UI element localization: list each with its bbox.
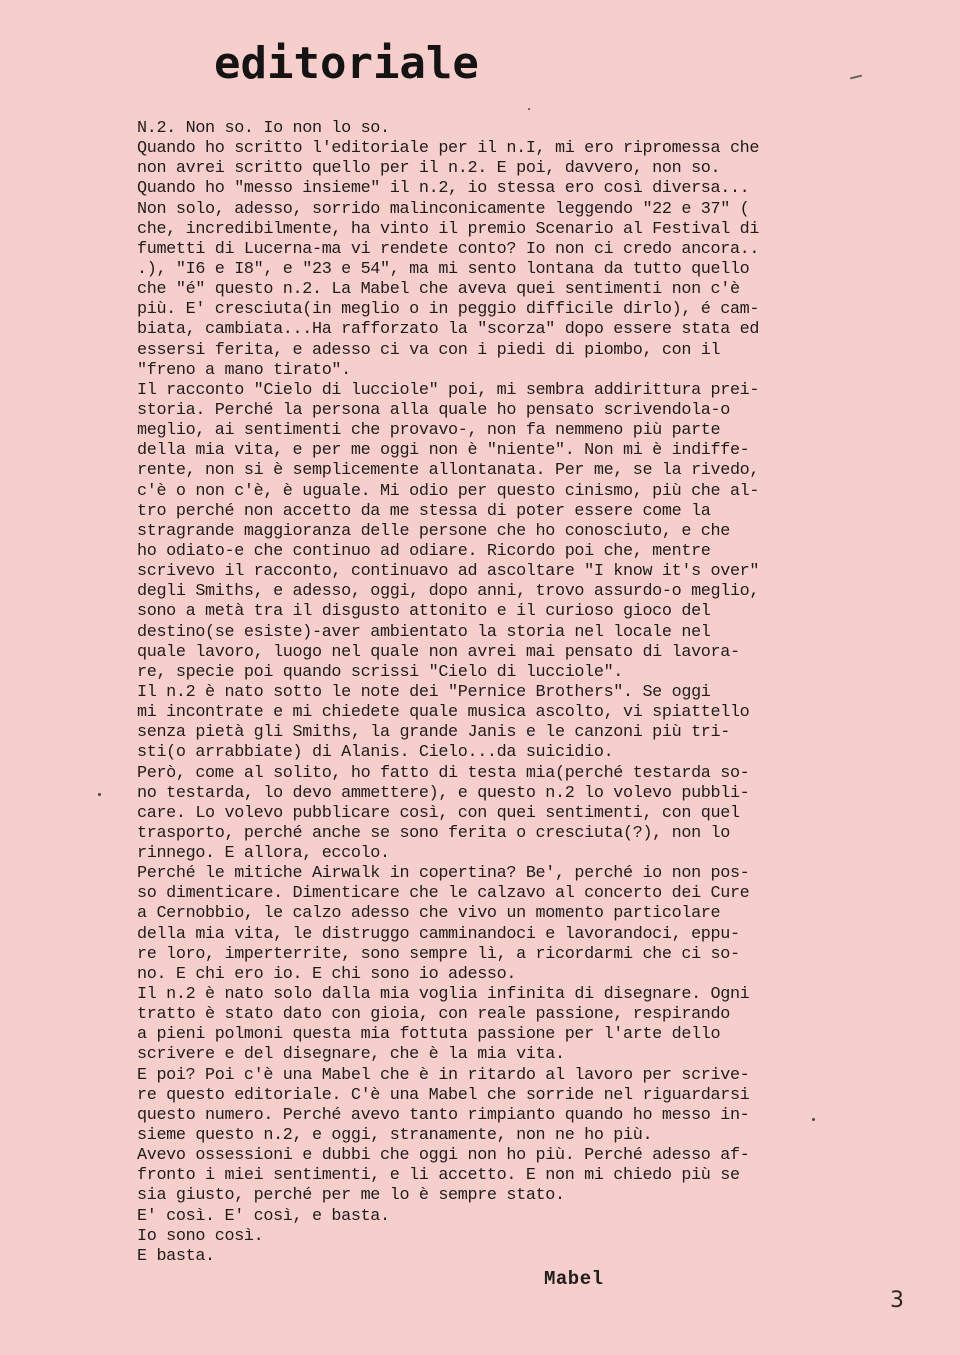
text-line: Quando ho scritto l'editoriale per il n.I, mi ero ripromessa che [137, 139, 760, 159]
text-line: E basta. [137, 1246, 215, 1266]
text-line: c'è o non c'è, è uguale. Mi odio per questo cinismo, più che al- [137, 481, 760, 501]
text-line: scrivevo il racconto, continuavo ad ascoltare "I know it's over" [137, 562, 760, 582]
text-line: trasporto, perché anche se sono ferita o cresciuta(?), non lo [137, 823, 730, 843]
text-line: Avevo ossessioni e dubbi che oggi non ho più. Perché adesso af- [137, 1146, 750, 1166]
text-line: meglio, ai sentimenti che provavo-, non fa nemmeno più parte [137, 421, 721, 441]
text-line: E poi? Poi c'è una Mabel che è in ritardo al lavoro per scrive- [137, 1065, 750, 1085]
text-line: a Cernobbio, le calzo adesso che vivo un momento particolare [137, 904, 721, 924]
text-line: ho odiato-e che continuo ad odiare. Ricordo poi che, mentre [137, 541, 711, 561]
text-line: so dimenticare. Dimenticare che le calzavo al concerto dei Cure [137, 884, 750, 904]
text-line: biata, cambiata...Ha rafforzato la "scorza" dopo essere stata ed [137, 320, 760, 340]
scan-speck [528, 108, 530, 110]
author-signature: Mabel [544, 1268, 604, 1290]
text-line: a pieni polmoni questa mia fottuta passione per l'arte dello [137, 1025, 721, 1045]
scan-speck [98, 793, 101, 796]
text-line: degli Smiths, e adesso, oggi, dopo anni, trovo assurdo-o meglio, [137, 582, 760, 602]
text-line: scrivere e del disegnare, che è la mia vita. [137, 1045, 565, 1065]
text-line: re, specie poi quando scrissi "Cielo di lucciole". [137, 662, 624, 682]
text-line: re loro, imperterrite, sono sempre lì, a ricordarmi che ci so- [137, 944, 740, 964]
text-line: no. E chi ero io. E chi sono io adesso. [137, 964, 517, 984]
page-title: editoriale [214, 38, 479, 89]
editorial-body [137, 119, 827, 1267]
text-line: Perché le mitiche Airwalk in copertina? Be', perché io non pos- [137, 864, 750, 884]
text-line: destino(se esiste)-aver ambientato la storia nel locale nel [137, 622, 711, 642]
text-line: della mia vita, e per me oggi non è "niente". Non mi è indiffe- [137, 441, 750, 461]
text-line: rente, non si è semplicemente allontanata. Per me, se la rivedo, [137, 461, 760, 481]
text-line: Quando ho "messo insieme" il n.2, io stessa ero così diversa... [137, 179, 750, 199]
text-line: quale lavoro, luogo nel quale non avrei mai pensato di lavora- [137, 642, 740, 662]
scan-speck [812, 1118, 815, 1121]
text-line: Il n.2 è nato sotto le note dei "Pernice Brothers". Se oggi [137, 682, 711, 702]
text-line: questo numero. Perché avevo tanto rimpianto quando ho messo in- [137, 1105, 750, 1125]
text-line: Io sono così. [137, 1226, 264, 1246]
page-number: 3 [890, 1288, 904, 1313]
text-line: Però, come al solito, ho fatto di testa mia(perché testarda so- [137, 763, 750, 783]
text-line: sieme questo n.2, e oggi, stranamente, non ne ho più. [137, 1126, 653, 1146]
text-line: Il racconto "Cielo di lucciole" poi, mi sembra addirittura prei- [137, 380, 760, 400]
text-line: tro perché non accetto da me stessa di poter essere come la [137, 501, 711, 521]
text-line: storia. Perché la persona alla quale ho pensato scrivendola-o [137, 400, 730, 420]
text-line: no testarda, lo devo ammettere), e questo n.2 lo volevo pubbli- [137, 783, 750, 803]
text-line: mi incontrate e mi chiedete quale musica ascolto, vi spiattello [137, 703, 750, 723]
text-line: sti(o arrabbiate) di Alanis. Cielo...da suicidio. [137, 743, 614, 763]
text-line: .), "I6 e I8", e "23 e 54", ma mi sento lontana da tutto quello [137, 259, 750, 279]
text-line: non avrei scritto quello per il n.2. E poi, davvero, non so. [137, 159, 721, 179]
text-line: "freno a mano tirato". [137, 360, 351, 380]
text-line: stragrande maggioranza delle persone che ho conosciuto, e che [137, 521, 730, 541]
text-line: re questo editoriale. C'è una Mabel che sorride nel riguardarsi [137, 1085, 750, 1105]
text-line: rinnego. E allora, eccolo. [137, 844, 390, 864]
text-line: che "é" questo n.2. La Mabel che aveva quei sentimenti non c'è [137, 280, 740, 300]
text-line: essersi ferita, e adesso ci va con i piedi di piombo, con il [137, 340, 721, 360]
text-line: E' così. E' così, e basta. [137, 1206, 390, 1226]
text-line: Non solo, adesso, sorrido malinconicamente leggendo "22 e 37" ( [137, 199, 750, 219]
text-line: tratto è stato dato con gioia, con reale passione, respirando [137, 1005, 730, 1025]
scan-mark [850, 75, 862, 79]
text-line: più. E' cresciuta(in meglio o in peggio difficile dirlo), é cam- [137, 300, 760, 320]
text-line: sia giusto, perché per me lo è sempre stato. [137, 1186, 565, 1206]
text-line: Il n.2 è nato solo dalla mia voglia infinita di disegnare. Ogni [137, 985, 750, 1005]
text-line: fumetti di Lucerna-ma vi rendete conto? Io non ci credo ancora.. [137, 239, 760, 259]
text-line: che, incredibilmente, ha vinto il premio Scenario al Festival di [137, 219, 760, 239]
text-line: sono a metà tra il disgusto attonito e il curioso gioco del [137, 602, 711, 622]
text-line: senza pietà gli Smiths, la grande Janis e le canzoni più tri- [137, 723, 730, 743]
text-line: care. Lo volevo pubblicare così, con quei sentimenti, con quel [137, 803, 740, 823]
text-line: fronto i miei sentimenti, e li accetto. E non mi chiedo più se [137, 1166, 740, 1186]
text-line: N.2. Non so. Io non lo so. [137, 119, 390, 138]
text-line: della mia vita, le distruggo camminandoci e lavorandoci, eppu- [137, 924, 740, 944]
